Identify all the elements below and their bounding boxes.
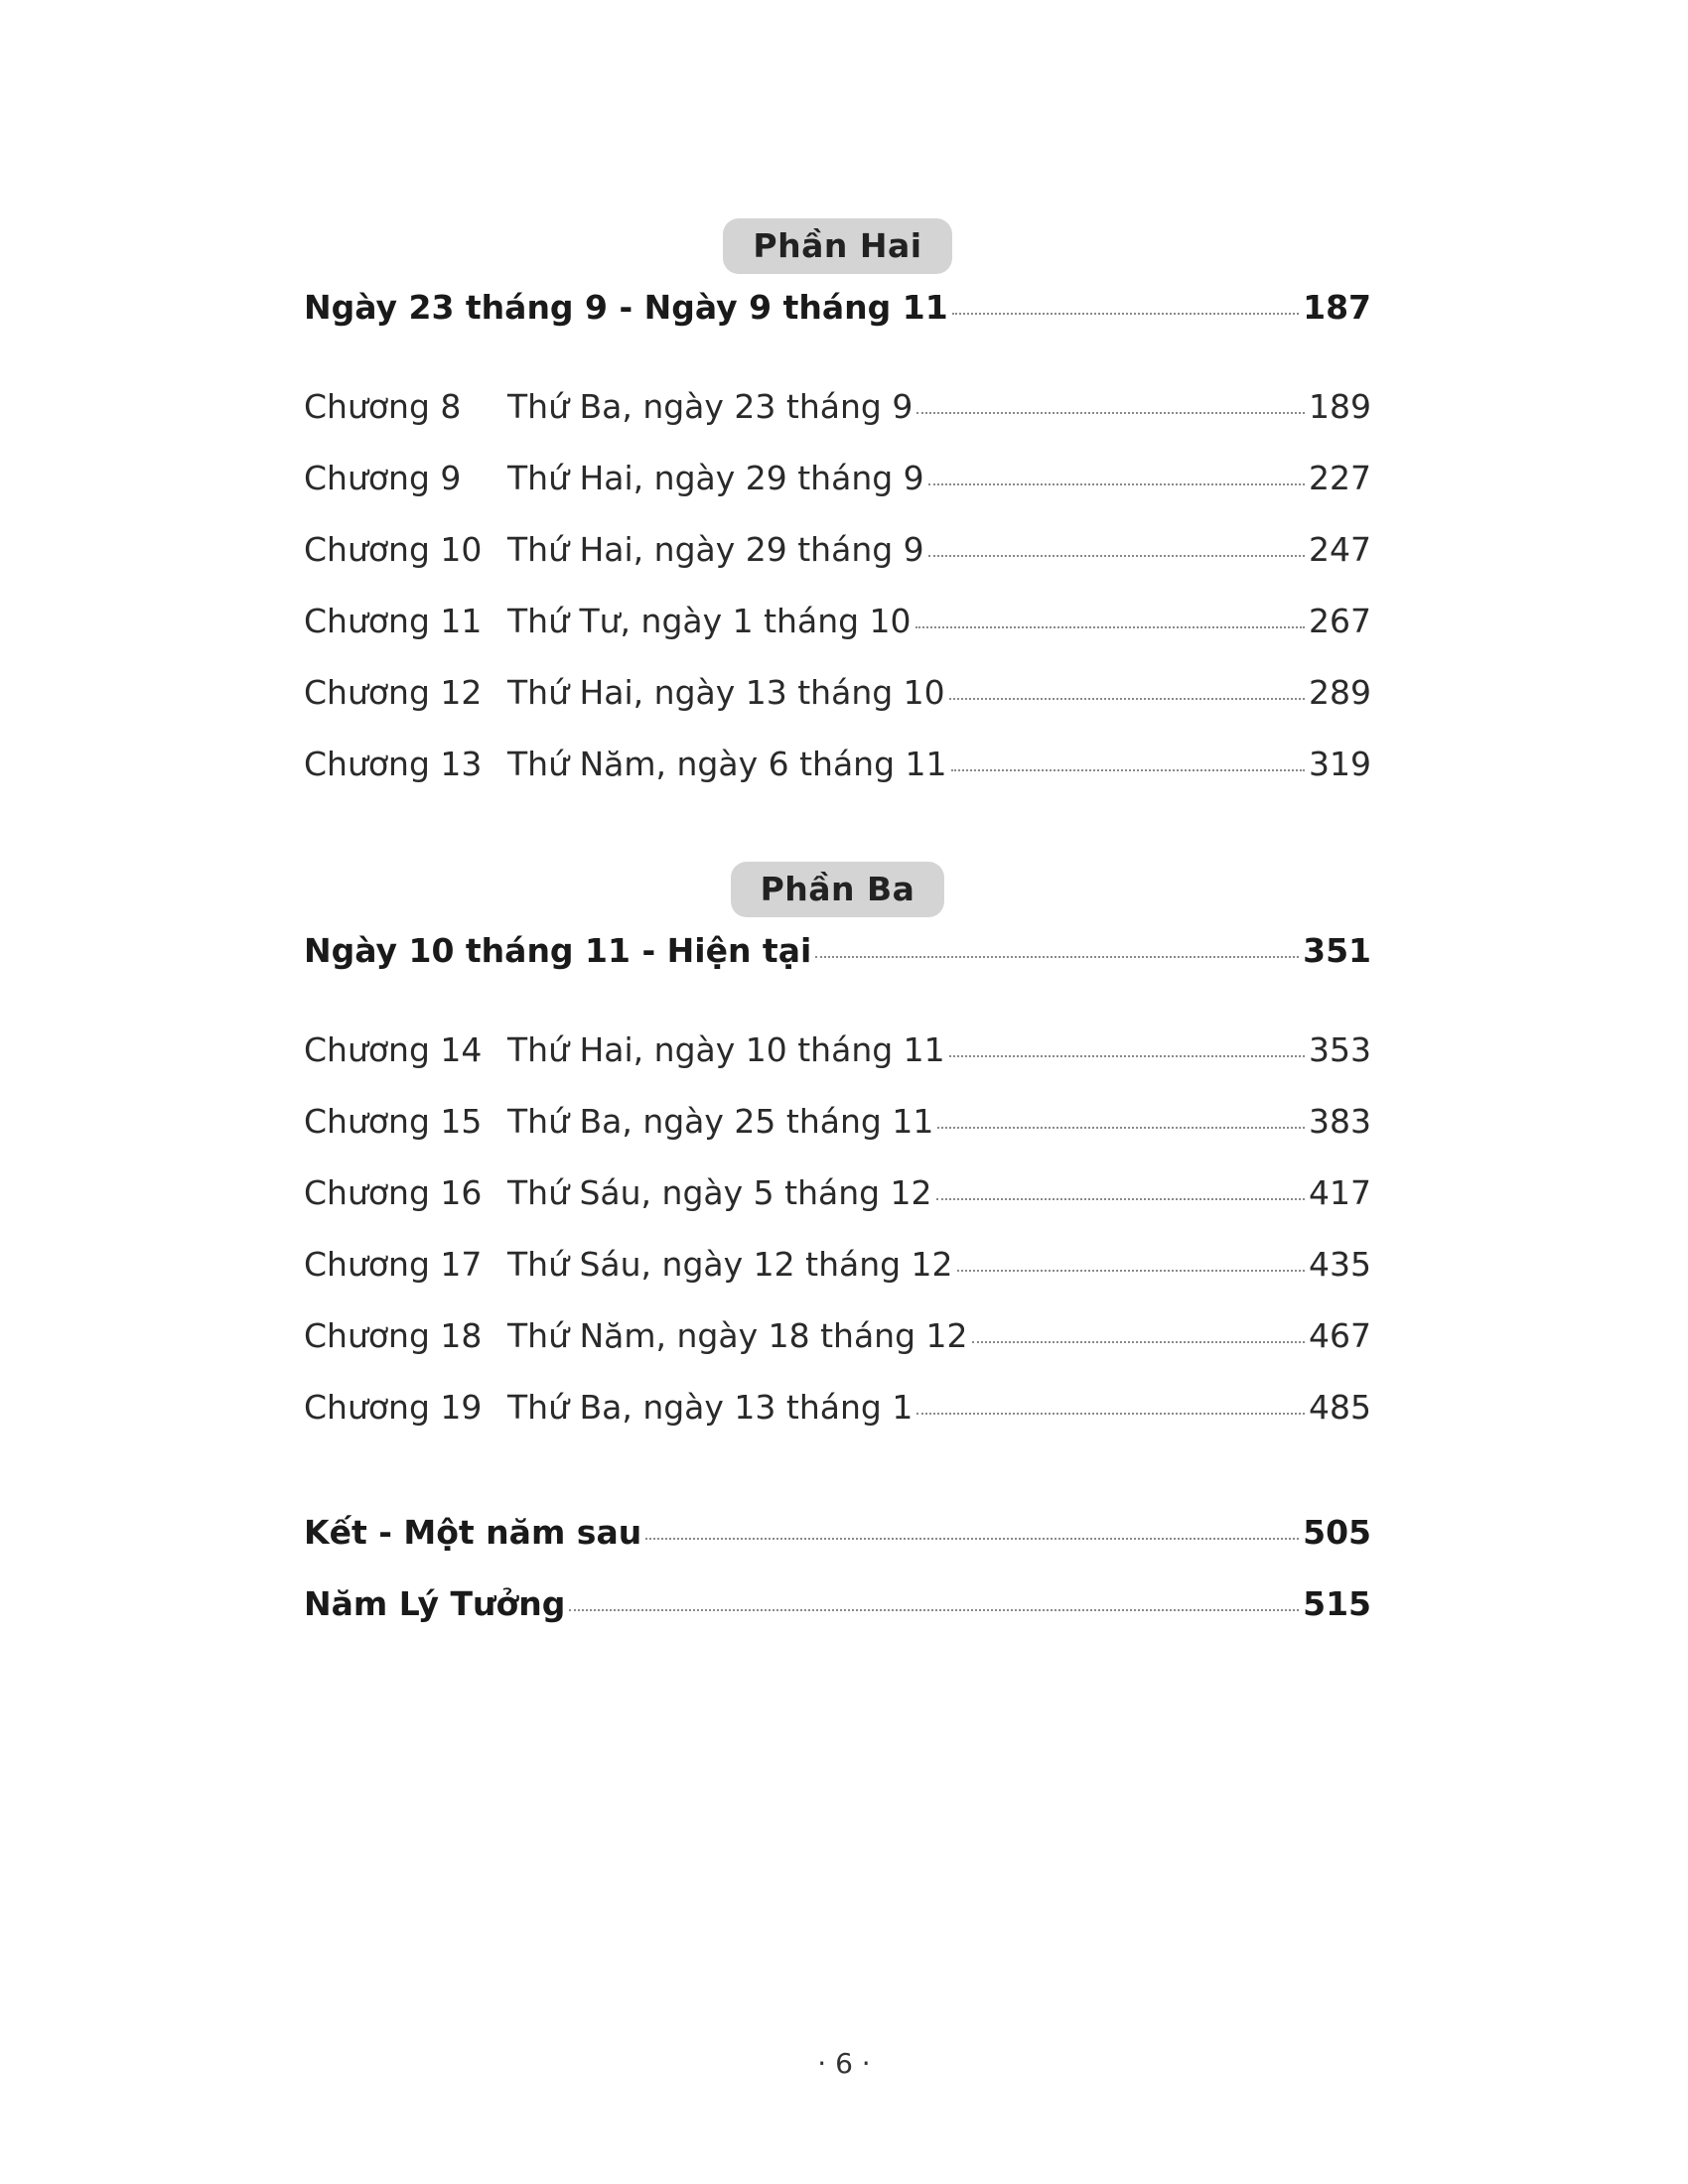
toc-entry-ideal-year[interactable] <box>304 1582 1371 1626</box>
toc-entry-epilogue[interactable] <box>304 1511 1371 1555</box>
toc-entry-chapter-10[interactable] <box>304 528 1371 572</box>
chapter-title: Thứ Ba, ngày 23 tháng 9 <box>507 387 914 426</box>
chapter-title: Thứ Hai, ngày 29 tháng 9 <box>507 530 924 569</box>
chapter-title: Thứ Năm, ngày 18 tháng 12 <box>507 1316 968 1355</box>
dot-leader <box>916 412 1305 414</box>
chapter-page: 247 <box>1309 530 1371 569</box>
chapter-number: Chương 15 <box>304 1102 483 1141</box>
chapter-page: 383 <box>1309 1102 1371 1141</box>
dot-leader <box>949 1055 1305 1057</box>
toc-entry-chapter-12[interactable] <box>304 671 1371 715</box>
toc-entry-chapter-11[interactable] <box>304 600 1371 643</box>
toc-entry-chapter-9[interactable] <box>304 457 1371 500</box>
dot-leader <box>972 1341 1305 1343</box>
toc-entry-chapter-18[interactable] <box>304 1314 1371 1358</box>
toc-entry-chapter-19[interactable] <box>304 1386 1371 1430</box>
dot-leader <box>951 769 1305 771</box>
chapter-page: 353 <box>1309 1030 1371 1069</box>
part-two-heading-title: Ngày 23 tháng 9 - Ngày 9 tháng 11 <box>304 288 948 327</box>
dot-leader <box>815 956 1299 958</box>
dot-leader <box>949 698 1305 700</box>
chapter-page: 189 <box>1309 387 1371 426</box>
dot-leader <box>916 1413 1305 1415</box>
toc-entry-chapter-17[interactable] <box>304 1243 1371 1287</box>
dot-leader <box>569 1609 1299 1611</box>
chapter-page: 289 <box>1309 673 1371 712</box>
chapter-number: Chương 19 <box>304 1388 483 1427</box>
part-three-badge: Phần Ba <box>731 862 945 917</box>
page-number: · 6 · <box>817 2047 871 2080</box>
chapter-number: Chương 10 <box>304 530 483 569</box>
chapter-page: 319 <box>1309 745 1371 783</box>
toc-entry-chapter-14[interactable] <box>304 1028 1371 1072</box>
toc-entry-chapter-15[interactable] <box>304 1100 1371 1144</box>
toc-entry-chapter-13[interactable] <box>304 743 1371 786</box>
chapter-number: Chương 13 <box>304 745 483 783</box>
chapter-title: Thứ Hai, ngày 10 tháng 11 <box>507 1030 945 1069</box>
chapter-title: Thứ Năm, ngày 6 tháng 11 <box>507 745 947 783</box>
dot-leader <box>957 1270 1305 1272</box>
chapter-page: 467 <box>1309 1316 1371 1355</box>
part-two-badge: Phần Hai <box>723 218 951 274</box>
chapter-title: Thứ Sáu, ngày 5 tháng 12 <box>507 1173 932 1212</box>
closing-page: 505 <box>1303 1513 1371 1552</box>
dot-leader <box>928 483 1305 485</box>
part-two-heading[interactable] <box>304 286 1371 330</box>
chapter-number: Chương 16 <box>304 1173 483 1212</box>
chapter-title: Thứ Hai, ngày 29 tháng 9 <box>507 459 924 497</box>
chapter-number: Chương 12 <box>304 673 483 712</box>
part-two-badge-wrap <box>304 218 1371 274</box>
part-three-heading[interactable] <box>304 929 1371 973</box>
dot-leader <box>936 1198 1305 1200</box>
dot-leader <box>952 313 1299 315</box>
dot-leader <box>915 626 1305 628</box>
chapter-title: Thứ Ba, ngày 25 tháng 11 <box>507 1102 934 1141</box>
dot-leader <box>928 555 1305 557</box>
dot-leader <box>937 1127 1305 1129</box>
dot-leader <box>645 1538 1299 1540</box>
chapter-number: Chương 8 <box>304 387 462 426</box>
closing-title: Kết - Một năm sau <box>304 1513 642 1552</box>
chapter-number: Chương 18 <box>304 1316 483 1355</box>
part-two-heading-page: 187 <box>1303 288 1371 327</box>
part-three-heading-title: Ngày 10 tháng 11 - Hiện tại <box>304 931 812 970</box>
chapter-number: Chương 17 <box>304 1245 483 1284</box>
chapter-number: Chương 9 <box>304 459 462 497</box>
chapter-title: Thứ Ba, ngày 13 tháng 1 <box>507 1388 914 1427</box>
chapter-page: 485 <box>1309 1388 1371 1427</box>
chapter-page: 417 <box>1309 1173 1371 1212</box>
part-three-heading-page: 351 <box>1303 931 1371 970</box>
chapter-title: Thứ Sáu, ngày 12 tháng 12 <box>507 1245 953 1284</box>
chapter-number: Chương 14 <box>304 1030 483 1069</box>
chapter-number: Chương 11 <box>304 602 483 640</box>
chapter-title: Thứ Hai, ngày 13 tháng 10 <box>507 673 945 712</box>
chapter-page: 227 <box>1309 459 1371 497</box>
toc-entry-chapter-8[interactable] <box>304 385 1371 429</box>
chapter-page: 267 <box>1309 602 1371 640</box>
part-three-badge-wrap <box>304 862 1371 917</box>
closing-title: Năm Lý Tưởng <box>304 1584 566 1623</box>
chapter-page: 435 <box>1309 1245 1371 1284</box>
chapter-title: Thứ Tư, ngày 1 tháng 10 <box>507 602 912 640</box>
closing-page: 515 <box>1303 1584 1371 1623</box>
toc-entry-chapter-16[interactable] <box>304 1171 1371 1215</box>
